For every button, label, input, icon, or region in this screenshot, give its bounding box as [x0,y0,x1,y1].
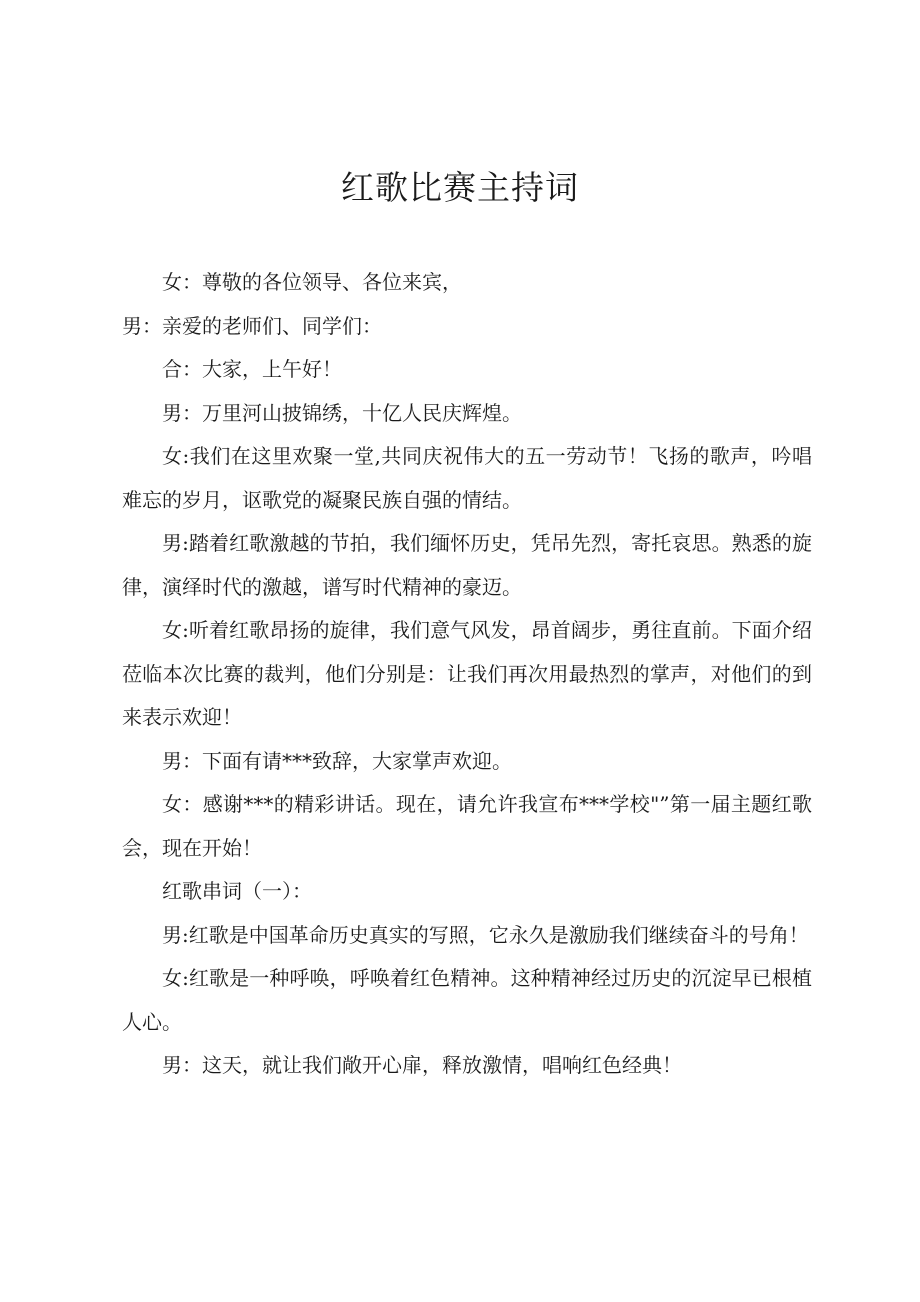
paragraph-11: 男:红歌是中国革命历史真实的写照，它永久是激励我们继续奋斗的号角！ [162,922,809,947]
paragraph-3: 合：大家，上午好！ [162,357,342,381]
paragraph-12: 女:红歌是一种呼唤，呼唤着红色精神。这种精神经过历史的沉淀早已根植人心。 [122,966,812,1034]
paragraph-10: 红歌串词（一）： [162,879,312,903]
paragraph-7: 女:听着红歌昂扬的旋律，我们意气风发，昂首阔步，勇往直前。下面介绍莅临本次比赛的裁判，他们分别是：让我们再次用最热烈的掌声，对他们的到来表示欢迎！ [122,618,812,729]
paragraph-13: 男：这天，就让我们敞开心扉，释放激情，唱响红色经典！ [162,1053,682,1077]
document-body [122,261,812,1088]
paragraph-6: 男:踏着红歌激越的节拍，我们缅怀历史，凭吊先烈，寄托哀思。熟悉的旋律，演绎时代的激越，谱写时代精神的豪迈。 [122,531,812,599]
paragraph-1: 女：尊敬的各位领导、各位来宾， [162,270,462,294]
paragraph-9: 女：感谢***的精彩讲话。现在，请允许我宣布***学校"”第一届主题红歌会，现在开始！ [122,792,812,860]
document-title: 红歌比赛主持词 [341,168,579,207]
paragraph-2: 男：亲爱的老师们、同学们： [122,313,382,338]
paragraph-4: 男：万里河山披锦绣，十亿人民庆辉煌。 [162,400,522,425]
paragraph-5: 女:我们在这里欢聚一堂,共同庆祝伟大的五一劳动节！飞扬的歌声，吟唱难忘的岁月，讴歌党的凝聚民族自强的情结。 [122,444,812,512]
paragraph-8: 男：下面有请***致辞，大家掌声欢迎。 [162,748,512,773]
